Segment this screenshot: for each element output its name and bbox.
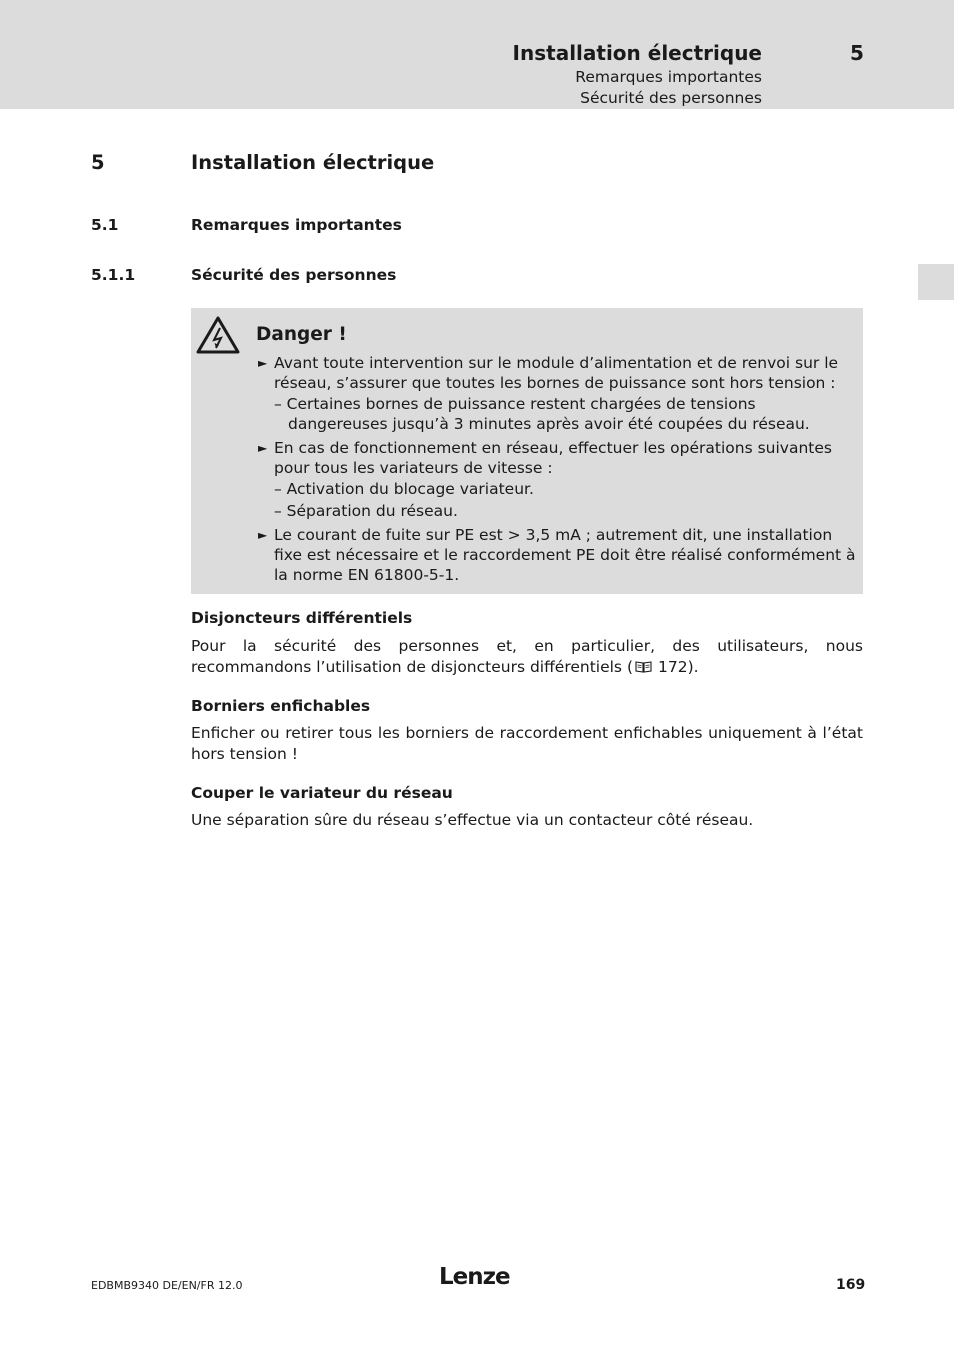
danger-item [258,525,858,585]
danger-list [258,353,858,589]
heading-1-title: Installation électrique [191,151,435,174]
danger-title: Danger ! [256,324,347,345]
electric-hazard-icon [196,316,240,354]
danger-item-text: Le courant de fuite sur PE est > 3,5 mA ; autrement dit, une installation fixe est nécessaire et le raccordement PE doit être réalisé conformément à la norme EN 61800-5-1. [274,526,856,584]
section-heading-disjoncteurs: Disjoncteurs différentiels [191,609,413,627]
danger-subitem: – Séparation du réseau. [274,502,458,520]
danger-subitem: – Activation du blocage variateur. [274,480,534,498]
header-title: Installation électrique [512,41,762,65]
book-reference-icon [635,661,652,673]
section-heading-borniers: Borniers enfichables [191,697,371,715]
paragraph-borniers: Enficher ou retirer tous les borniers de raccordement enfichables uniquement à l’état hors tension ! [191,724,863,763]
section-heading-couper: Couper le variateur du réseau [191,784,453,802]
heading-1-number: 5 [91,151,105,174]
paragraph-couper: Une séparation sûre du réseau s’effectue via un contacteur côté réseau. [191,811,754,829]
footer-page-number: 169 [836,1277,866,1293]
danger-item [258,438,858,521]
bullet-icon: ► [258,356,268,370]
bullet-icon: ► [258,441,268,455]
footer-document-code: EDBMB9340 DE/EN/FR 12.0 [91,1279,243,1292]
paragraph-text: Pour la sécurité des personnes et, en particulier, des utilisateurs, nous recommandons l’utilisation de disjoncteurs différentiels ( [191,637,863,676]
paragraph-text: ). [687,658,699,676]
danger-item [258,353,858,434]
lenze-logo: Lenze [439,1264,510,1290]
page-reference-link[interactable]: 172 [658,658,688,676]
danger-item-text: En cas de fonctionnement en réseau, effectuer les opérations suivantes pour tous les variateurs de vitesse : [274,439,832,477]
danger-subitem: – Certaines bornes de puissance restent chargées de tensions dangereuses jusqu’à 3 minutes après avoir été coupées du réseau. [274,395,810,433]
heading-3-number: 5.1.1 [91,266,136,284]
danger-item-text: Avant toute intervention sur le module d’alimentation et de renvoi sur le réseau, s’assurer que toutes les bornes de puissance sont hors tension : [274,354,839,392]
header-subtitle-1: Remarques importantes [575,68,762,86]
header-subtitle-2: Sécurité des personnes [580,89,762,107]
header-band [0,0,954,109]
bullet-icon: ► [258,528,268,542]
header-chapter-number: 5 [850,41,864,65]
chapter-side-tab [918,264,954,300]
heading-2-number: 5.1 [91,216,119,234]
heading-2-title: Remarques importantes [191,216,402,234]
paragraph-disjoncteurs [191,636,863,678]
heading-3-title: Sécurité des personnes [191,266,397,284]
